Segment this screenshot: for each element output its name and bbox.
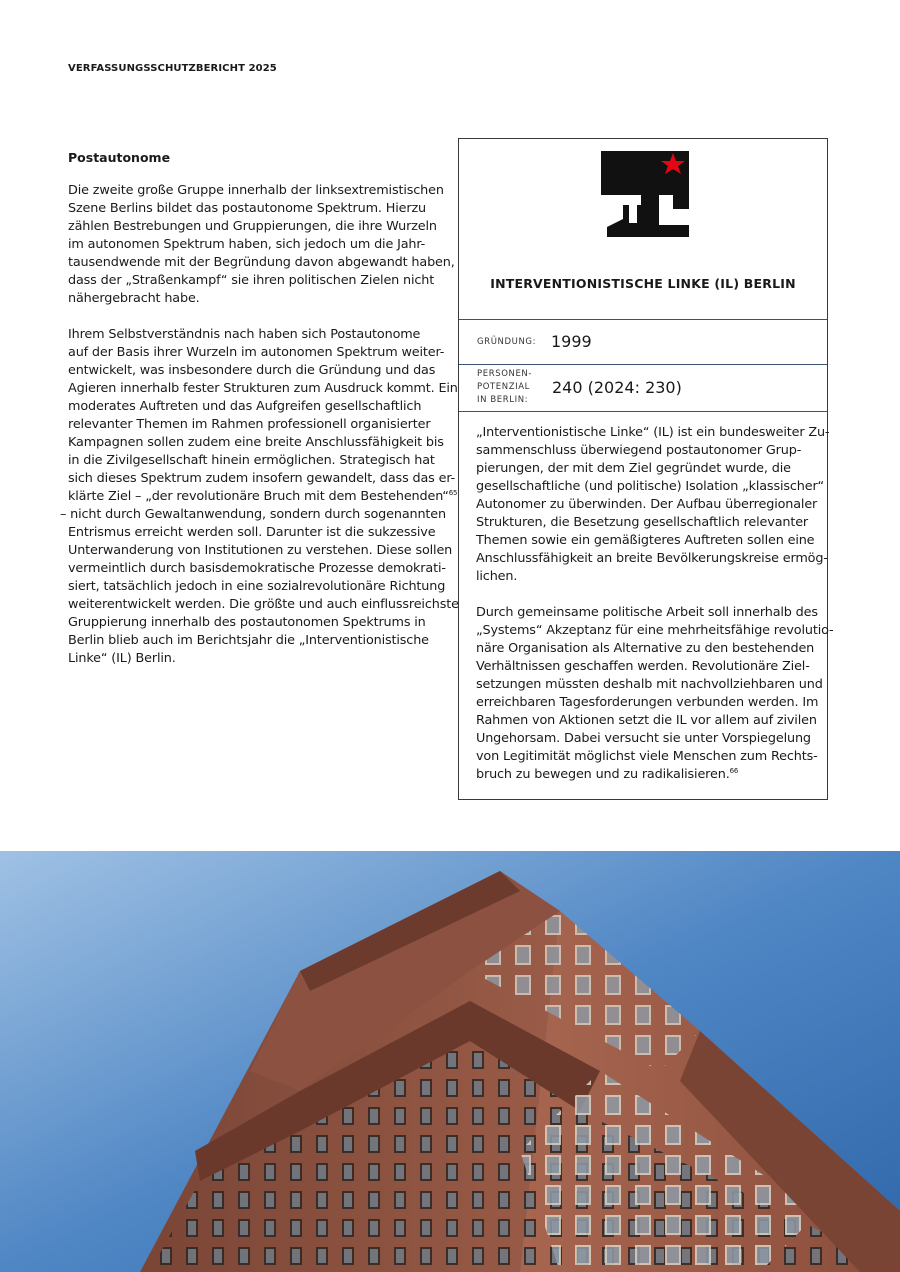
text-line: lichen. [476, 569, 518, 584]
text-line: pierungen, der mit dem Ziel gegründet wurde, die [476, 461, 791, 476]
text-line: „Interventionistische Linke“ (IL) ist ein bundesweiter Zu- [476, 425, 830, 440]
text-line: Kampagnen sollen zudem eine breite Anschlussfähigkeit bis [68, 435, 444, 450]
infobox-description [459, 412, 834, 784]
text-line: Ungehorsam. Dabei versucht sie unter Vorspiegelung [476, 731, 811, 746]
founding-value: 1999 [551, 332, 592, 351]
text-line: Entrismus erreicht werden soll. Darunter ist die sukzessive [68, 525, 436, 540]
line-text: bruch zu bewegen und zu radikalisieren. [476, 767, 730, 782]
brick-highrise-building-photo [0, 851, 900, 1272]
text-line: Durch gemeinsame politische Arbeit soll innerhalb des [476, 605, 818, 620]
footnote-ref[interactable]: 66 [729, 767, 739, 775]
text-line: setzungen müssten deshalb mit nachvollziehbaren und [476, 677, 823, 692]
text-line: sich dieses Spektrum zudem insofern gewandelt, dass das er- [68, 471, 456, 486]
potential-label [477, 368, 532, 407]
main-column [60, 150, 459, 686]
text-line: relevanter Themen im Rahmen professionell organisierter [68, 417, 431, 432]
text-line: auf der Basis ihrer Wurzeln im autonomen Spektrum weiter- [68, 345, 445, 360]
text-line: Szene Berlins bildet das postautonome Spektrum. Hierzu [68, 201, 426, 216]
line-text: klärte Ziel – „der revolutionäre Bruch mit dem Bestehenden“ [68, 489, 449, 504]
text-line: weiterentwickelt werden. Die größte und auch einflussreichste [68, 597, 459, 612]
building-illustration [0, 851, 900, 1272]
text-line: siert, tatsächlich jedoch in eine sozialrevolutionäre Richtung [68, 579, 446, 594]
infobox-paragraph-2 [476, 604, 834, 784]
il-logo-icon [601, 151, 689, 241]
text-line: Ihrem Selbstverständnis nach haben sich Postautonome [68, 327, 421, 342]
text-line [68, 488, 458, 506]
text-line: Anschlussfähigkeit an breite Bevölkerungskreise ermög- [476, 551, 828, 566]
text-line: zählen Bestrebungen und Gruppierungen, die ihre Wurzeln [68, 219, 437, 234]
text-line: im autonomen Spektrum haben, sich jedoch um die Jahr- [68, 237, 426, 252]
paragraph-1 [68, 182, 455, 308]
organization-infobox [458, 138, 834, 800]
text-line: von Legitimität möglichst viele Menschen zum Rechts- [476, 749, 818, 764]
label-line: PERSONEN- [477, 369, 533, 379]
label-line: IN BERLIN: [477, 395, 529, 405]
text-line: sammenschluss überwiegend postautonomer Grup- [476, 443, 802, 458]
text-line: vermeintlich durch basisdemokratische Prozesse demokrati- [68, 561, 446, 576]
text-line: Gruppierung innerhalb des postautonomen Spektrums in [68, 615, 426, 630]
infobox-paragraph-1 [476, 424, 830, 586]
founding-label: GRÜNDUNG: [477, 337, 537, 347]
text-line: Rahmen von Aktionen setzt die IL vor allem auf zivilen [476, 713, 817, 728]
text-line: Autonomer zu überwinden. Der Aufbau überregionaler [476, 497, 818, 512]
text-line: tausendwende mit der Begründung davon abgewandt haben, [68, 255, 455, 270]
section-title: Postautonome [68, 150, 171, 165]
text-line: nähergebracht habe. [68, 291, 200, 306]
founding-row [459, 320, 827, 365]
paragraph-2 [60, 326, 459, 668]
running-header: VERFASSUNGSSCHUTZBERICHT 2025 [68, 63, 277, 74]
text-line: Berlin blieb auch im Berichtsjahr die „Interventionistische [68, 633, 429, 648]
potential-row [459, 365, 827, 412]
text-line: in die Zivilgesellschaft hinein ermöglichen. Strategisch hat [68, 453, 435, 468]
text-line: Unterwanderung von Institutionen zu verstehen. Diese sollen [68, 543, 453, 558]
text-line: entwickelt, was insbesondere durch die Gründung und das [68, 363, 436, 378]
footnote-ref[interactable]: 65 [448, 489, 458, 497]
potential-value: 240 (2024: 230) [552, 378, 682, 397]
text-line: Die zweite große Gruppe innerhalb der linksextremistischen [68, 183, 444, 198]
text-line: gesellschaftliche (und politische) Isolation „klassischer“ [476, 479, 825, 494]
organization-name: INTERVENTIONISTISCHE LINKE (IL) BERLIN [490, 276, 796, 291]
text-line: dass der „Straßenkampf“ sie ihren politischen Zielen nicht [68, 273, 435, 288]
text-line: Strukturen, die Besetzung gesellschaftlich relevanter [476, 515, 809, 530]
label-line: POTENZIAL [477, 382, 531, 392]
text-line: Verhältnissen geschaffen werden. Revolutionäre Ziel- [476, 659, 810, 674]
text-line [476, 766, 827, 784]
text-line: Themen sowie ein gemäßigteres Auftreten sollen eine [476, 533, 815, 548]
text-line: – nicht durch Gewaltanwendung, sondern durch sogenannten [60, 507, 446, 522]
text-line: erreichbaren Tagesforderungen verbunden werden. Im [476, 695, 819, 710]
text-line: Agieren innerhalb fester Strukturen zum Ausdruck kommt. Ein [68, 381, 458, 396]
text-line: „Systems“ Akzeptanz für eine mehrheitsfähige revolutio- [476, 623, 834, 638]
infobox-logo-area [459, 139, 827, 320]
text-line: moderates Auftreten und das Aufgreifen gesellschaftlich [68, 399, 422, 414]
text-line: Linke“ (IL) Berlin. [68, 651, 176, 666]
text-line: näre Organisation als Alternative zu den bestehenden [476, 641, 815, 656]
